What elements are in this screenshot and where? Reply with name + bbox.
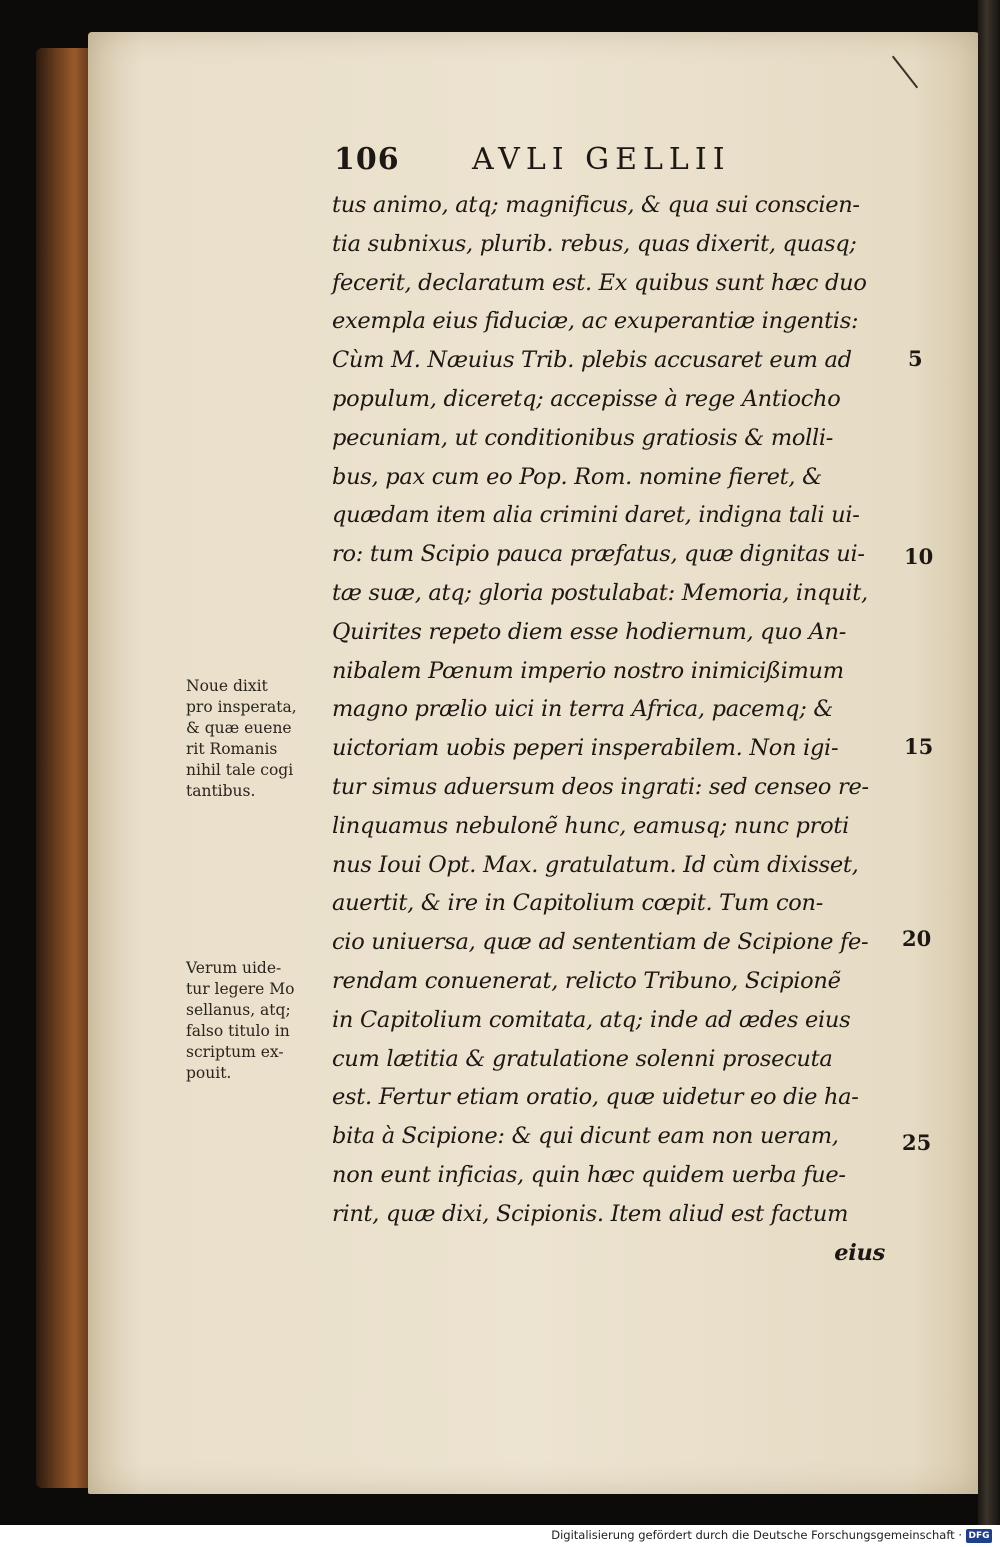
margin-note-line: & quæ euene <box>186 719 292 737</box>
running-title: AVLI GELLII <box>472 142 731 177</box>
catchword: eius <box>834 1239 885 1266</box>
margin-note-line: nihil tale cogi <box>186 761 294 779</box>
margin-note-line: pro insperata, <box>186 698 297 716</box>
text-line: linquamus nebulonẽ hunc, eamusq; nunc proti <box>332 812 850 839</box>
page-number: 106 <box>334 142 400 177</box>
text-line: fecerit, declaratum est. Ex quibus sunt hæc duo <box>332 269 867 296</box>
text-line: cio uniuersa, quæ ad sententiam de Scipione fe- <box>332 929 869 956</box>
text-line: est. Fertur etiam oratio, quæ uidetur eo die ha- <box>332 1084 859 1111</box>
dfg-logo: DFG <box>966 1529 992 1543</box>
funding-credit: Digitalisierung gefördert durch die Deutsche Forschungsgemeinschaft · <box>551 1528 962 1542</box>
margin-note <box>186 676 326 802</box>
text-line: populum, diceretq; accepisse à rege Antiocho <box>332 385 841 412</box>
line-number: 10 <box>904 544 934 569</box>
text-line: nus Ioui Opt. Max. gratulatum. Id cùm dixisset, <box>332 851 859 878</box>
text-line: Quirites repeto diem esse hodiernum, quo An- <box>332 618 847 645</box>
text-line: magno prælio uici in terra Africa, pacemq; & <box>332 696 834 723</box>
text-line: in Capitolium comitata, atq; inde ad ædes eius <box>332 1006 851 1033</box>
text-line: bita à Scipione: & qui dicunt eam non ueram, <box>332 1123 839 1150</box>
text-line: pecuniam, ut conditionibus gratiosis & molli- <box>332 424 834 451</box>
text-line: auertit, & ire in Capitolium cœpit. Tum con- <box>332 890 824 917</box>
text-line: exempla eius fiduciæ, ac exuperantiæ ingentis: <box>332 308 859 335</box>
line-number: 15 <box>904 734 934 759</box>
text-line: cum lætitia & gratulatione solenni prosecuta <box>332 1045 833 1072</box>
book-edge-right <box>978 0 1000 1525</box>
margin-note-line: sellanus, atq; <box>186 1001 291 1019</box>
line-number: 5 <box>908 346 923 371</box>
margin-note-line: tur legere Mo <box>186 980 295 998</box>
line-number: 25 <box>902 1130 932 1155</box>
footer-bar <box>0 1525 1000 1547</box>
text-line: Cùm M. Næuius Trib. plebis accusaret eum ad <box>332 347 852 374</box>
margin-note <box>186 958 326 1084</box>
margin-note-line: scriptum ex- <box>186 1043 284 1061</box>
text-line: non eunt inficias, quin hæc quidem uerba fue- <box>332 1161 846 1188</box>
margin-note-line: tantibus. <box>186 782 256 800</box>
text-line: tia subnixus, plurib. rebus, quas dixerit, quasq; <box>332 230 857 257</box>
margin-note-line: Noue dixit <box>186 677 268 695</box>
text-line: quædam item alia crimini daret, indigna tali ui- <box>332 502 860 529</box>
text-line: bus, pax cum eo Pop. Rom. nomine fieret, & <box>332 463 822 490</box>
margin-note-line: rit Romanis <box>186 740 278 758</box>
line-number: 20 <box>902 926 932 951</box>
text-line: uictoriam uobis peperi insperabilem. Non igi- <box>332 735 839 762</box>
margin-note-line: Verum uide- <box>186 959 282 977</box>
text-line: ro: tum Scipio pauca præfatus, quæ dignitas ui- <box>332 541 865 568</box>
body-text <box>332 186 897 1272</box>
text-line: tæ suæ, atq; gloria postulabat: Memoria, inquit, <box>332 579 868 606</box>
margin-note-line: pouit. <box>186 1064 232 1082</box>
text-line: nibalem Pœnum imperio nostro inimicißimum <box>332 657 844 684</box>
text-line: tur simus aduersum deos ingrati: sed censeo re- <box>332 773 869 800</box>
text-line: tus animo, atq; magnificus, & qua sui conscien- <box>332 192 860 218</box>
text-line: rint, quæ dixi, Scipionis. Item aliud est factum <box>332 1200 849 1227</box>
margin-note-line: falso titulo in <box>186 1022 290 1040</box>
text-line: rendam conuenerat, relicto Tribuno, Scipionẽ <box>332 967 841 994</box>
running-head <box>334 142 894 182</box>
